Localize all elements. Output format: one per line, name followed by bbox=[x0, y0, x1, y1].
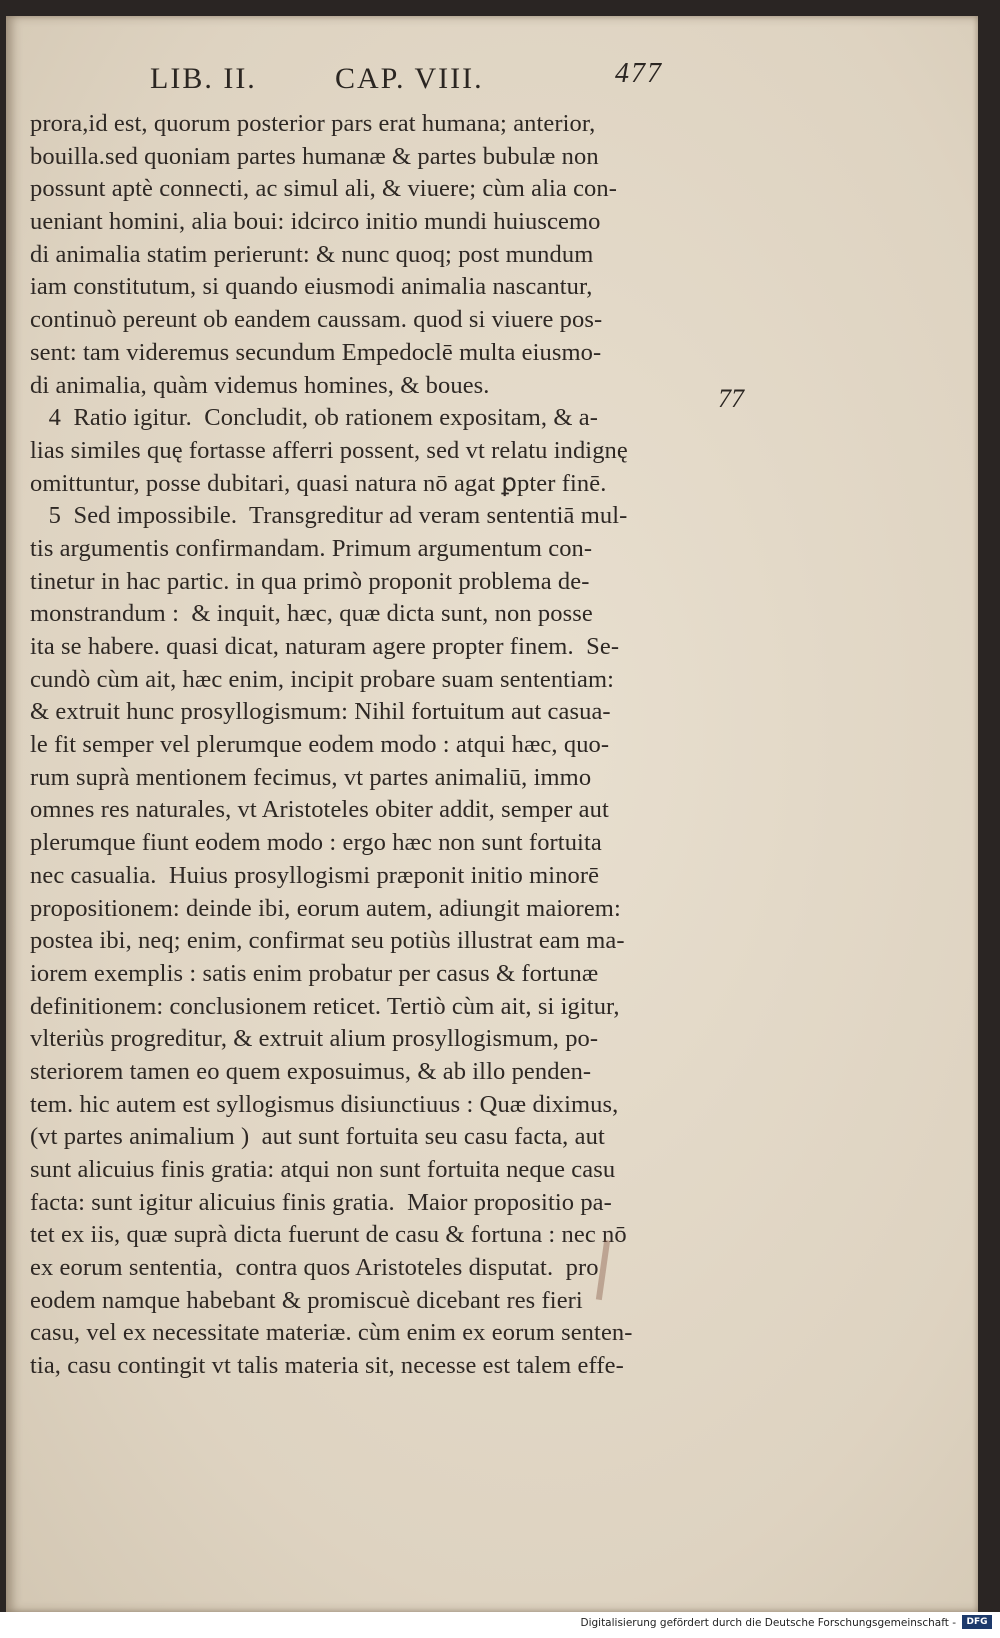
text-line: iorem exemplis : satis enim probatur per casus & fortunæ bbox=[30, 959, 599, 987]
text-line: di animalia statim perierunt: & nunc quoq; post mundum bbox=[30, 240, 594, 268]
text-line: (vt partes animalium ) aut sunt fortuita seu casu facta, aut bbox=[30, 1123, 605, 1151]
header-chapter: CAP. VIII. bbox=[335, 62, 484, 95]
dfg-logo-icon: DFG bbox=[962, 1615, 992, 1629]
text-line: definitionem: conclusionem reticet. Tertiò cùm ait, si igitur, bbox=[30, 992, 620, 1020]
text-line: ita se habere. quasi dicat, naturam agere propter finem. Se- bbox=[30, 633, 620, 660]
text-line: nec casualia. Huius prosyllogismi præponit initio minorē bbox=[30, 861, 600, 889]
body-text bbox=[30, 108, 730, 1383]
digitization-credit: Digitalisierung gefördert durch die Deutsche Forschungsgemeinschaft - bbox=[580, 1617, 956, 1629]
text-line: cundò cùm ait, hæc enim, incipit probare suam sententiam: bbox=[30, 665, 615, 693]
text-line: steriorem tamen eo quem exposuimus, & ab illo penden- bbox=[30, 1057, 592, 1085]
running-header bbox=[150, 58, 710, 102]
text-line: postea ibi, neq; enim, confirmat seu potiùs illustrat eam ma- bbox=[30, 927, 625, 955]
text-line: ex eorum sententia, contra quos Aristoteles disputat. pro bbox=[30, 1254, 599, 1282]
text-line: casu, vel ex necessitate materiæ. cùm enim ex eorum senten- bbox=[30, 1319, 633, 1347]
text-line: 5 Sed impossibile. Transgreditur ad veram sententiā mul- bbox=[30, 502, 628, 530]
margin-reference-number: 77 bbox=[718, 384, 744, 413]
text-line: eodem namque habebant & promiscuè dicebant res fieri bbox=[30, 1286, 583, 1314]
text-line: rum suprà mentionem fecimus, vt partes animaliū, immo bbox=[30, 763, 592, 791]
text-line: tia, casu contingit vt talis materia sit, necesse est talem effe- bbox=[30, 1352, 624, 1380]
text-line: propositionem: deinde ibi, eorum autem, adiungit maiorem: bbox=[30, 894, 621, 922]
text-line: vlteriùs progreditur, & extruit alium prosyllogismum, po- bbox=[30, 1025, 599, 1053]
text-line: iam constitutum, si quando eiusmodi animalia nascantur, bbox=[30, 273, 593, 301]
text-line: ueniant homini, alia boui: idcirco initio mundi huiuscemo bbox=[30, 208, 601, 236]
page-number: 477 bbox=[615, 58, 663, 89]
text-line: prora,id est, quorum posterior pars erat humana; anterior, bbox=[30, 110, 596, 137]
text-line: omnes res naturales, vt Aristoteles obiter addit, semper aut bbox=[30, 796, 609, 824]
text-line: 4 Ratio igitur. Concludit, ob rationem expositam, & a- bbox=[30, 404, 598, 432]
text-line: & extruit hunc prosyllogismum: Nihil fortuitum aut casua- bbox=[30, 698, 611, 726]
text-line: di animalia, quàm videmus homines, & boues. bbox=[30, 371, 490, 399]
text-line: tet ex iis, quæ suprà dicta fuerunt de casu & fortuna : nec nō bbox=[30, 1221, 627, 1249]
text-line: bouilla.sed quoniam partes humanæ & partes bubulæ non bbox=[30, 142, 599, 170]
text-line: tinetur in hac partic. in qua primò proponit problema de- bbox=[30, 567, 590, 595]
text-line: tis argumentis confirmandam. Primum argumentum con- bbox=[30, 534, 593, 562]
text-line: le fit semper vel plerumque eodem modo : atqui hæc, quo- bbox=[30, 731, 610, 759]
header-book: LIB. II. bbox=[150, 62, 257, 95]
text-line: lias similes quę fortasse afferri possent, sed vt relatu indignę bbox=[30, 436, 628, 464]
text-line: facta: sunt igitur alicuius finis gratia. Maior propositio pa- bbox=[30, 1188, 612, 1216]
text-line: plerumque fiunt eodem modo : ergo hæc non sunt fortuita bbox=[30, 829, 602, 857]
text-line: monstrandum : & inquit, hæc, quæ dicta sunt, non posse bbox=[30, 600, 593, 628]
text-line: sunt alicuius finis gratia: atqui non sunt fortuita neque casu bbox=[30, 1156, 616, 1183]
text-line: omittuntur, posse dubitari, quasi natura nō agat ꝑpter finē. bbox=[30, 469, 607, 497]
text-line: sent: tam videremus secundum Empedoclē multa eiusmo- bbox=[30, 338, 602, 366]
text-line: possunt aptè connecti, ac simul ali, & viuere; cùm alia con- bbox=[30, 175, 618, 203]
text-line: continuò pereunt ob eandem caussam. quod si viuere pos- bbox=[30, 306, 603, 334]
text-line: tem. hic autem est syllogismus disiunctiuus : Quæ diximus, bbox=[30, 1090, 619, 1118]
